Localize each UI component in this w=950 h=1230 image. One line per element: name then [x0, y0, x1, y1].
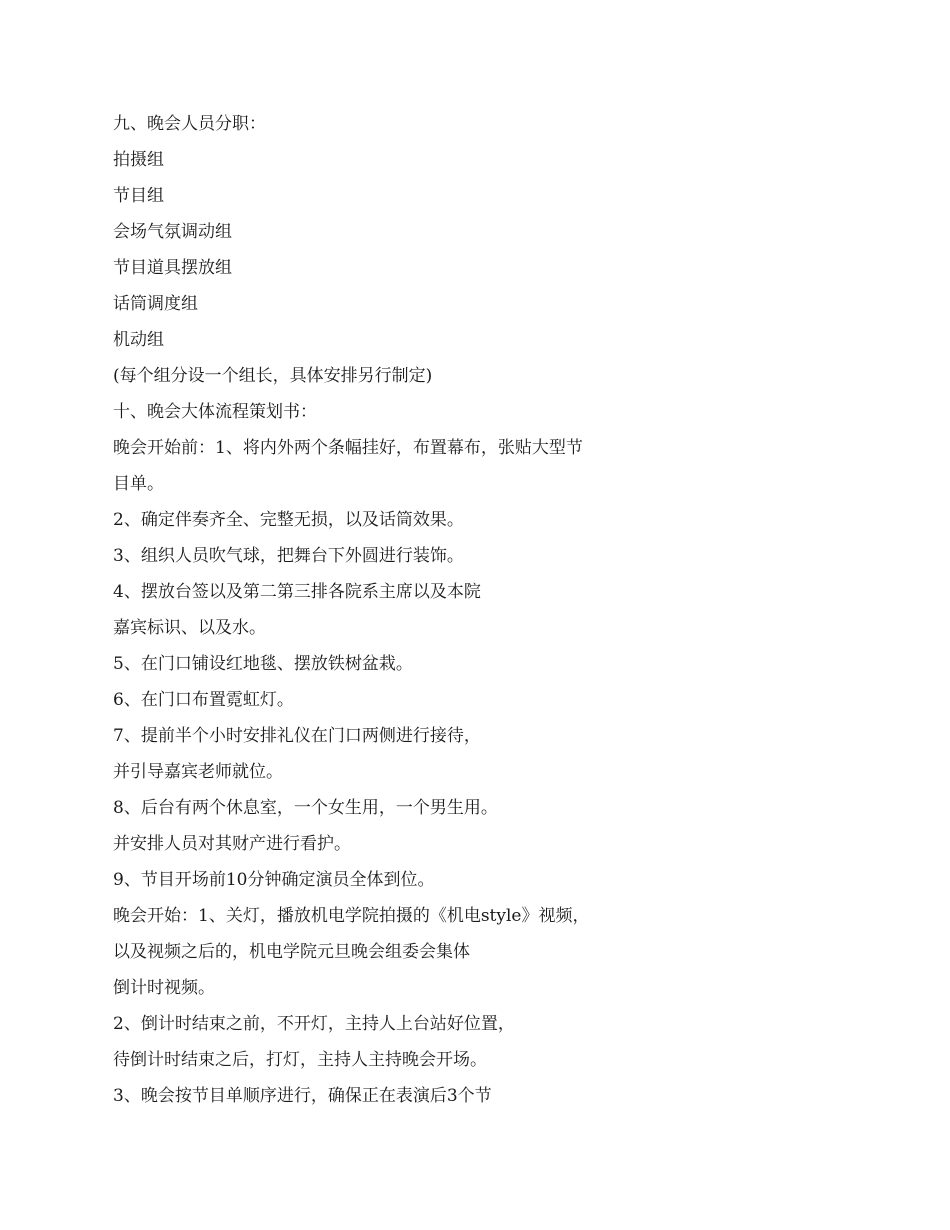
text-line: 2、确定伴奏齐全、完整无损，以及话筒效果。 — [113, 510, 464, 530]
text-line: 8、后台有两个休息室，一个女生用，一个男生用。 — [113, 798, 498, 818]
text-line: 以及视频之后的，机电学院元旦晚会组委会集体 — [113, 942, 470, 962]
text-line: 机动组 — [113, 330, 164, 350]
text-line: 7、提前半个小时安排礼仪在门口两侧进行接待， — [113, 726, 481, 746]
text-line: 2、倒计时结束之前，不开灯，主持人上台站好位置， — [113, 1014, 515, 1034]
text-line: 待倒计时结束之后，打灯，主持人主持晚会开场。 — [113, 1050, 487, 1070]
text-line: (每个组分设一个组长，具体安排另行制定) — [113, 366, 433, 386]
text-line: 嘉宾标识、以及水。 — [113, 618, 266, 638]
text-line: 晚会开始：1、关灯，播放机电学院拍摄的《机电style》视频， — [113, 906, 590, 926]
text-line: 5、在门口铺设红地毯、摆放铁树盆栽。 — [113, 654, 413, 674]
text-line: 晚会开始前：1、将内外两个条幅挂好，布置幕布，张贴大型节 — [113, 438, 583, 458]
text-line: 话筒调度组 — [113, 294, 198, 314]
text-line: 节目组 — [113, 186, 164, 206]
text-line: 并引导嘉宾老师就位。 — [113, 762, 283, 782]
text-line: 会场气氛调动组 — [113, 222, 232, 242]
text-line: 4、摆放台签以及第二第三排各院系主席以及本院 — [113, 582, 481, 602]
text-line: 9、节目开场前10分钟确定演员全体到位。 — [113, 870, 435, 890]
document-body — [113, 106, 833, 1114]
text-line: 3、组织人员吹气球，把舞台下外圆进行装饰。 — [113, 546, 464, 566]
section-heading-staff-roles: 九、晚会人员分职： — [113, 114, 266, 134]
text-line: 6、在门口布置霓虹灯。 — [113, 690, 294, 710]
text-line: 拍摄组 — [113, 150, 164, 170]
text-line: 节目道具摆放组 — [113, 258, 232, 278]
text-line: 并安排人员对其财产进行看护。 — [113, 834, 351, 854]
text-line: 3、晚会按节目单顺序进行，确保正在表演后3个节 — [113, 1086, 492, 1106]
text-line: 目单。 — [113, 474, 164, 494]
section-heading-process-plan: 十、晚会大体流程策划书： — [113, 402, 317, 422]
text-line: 倒计时视频。 — [113, 978, 215, 998]
